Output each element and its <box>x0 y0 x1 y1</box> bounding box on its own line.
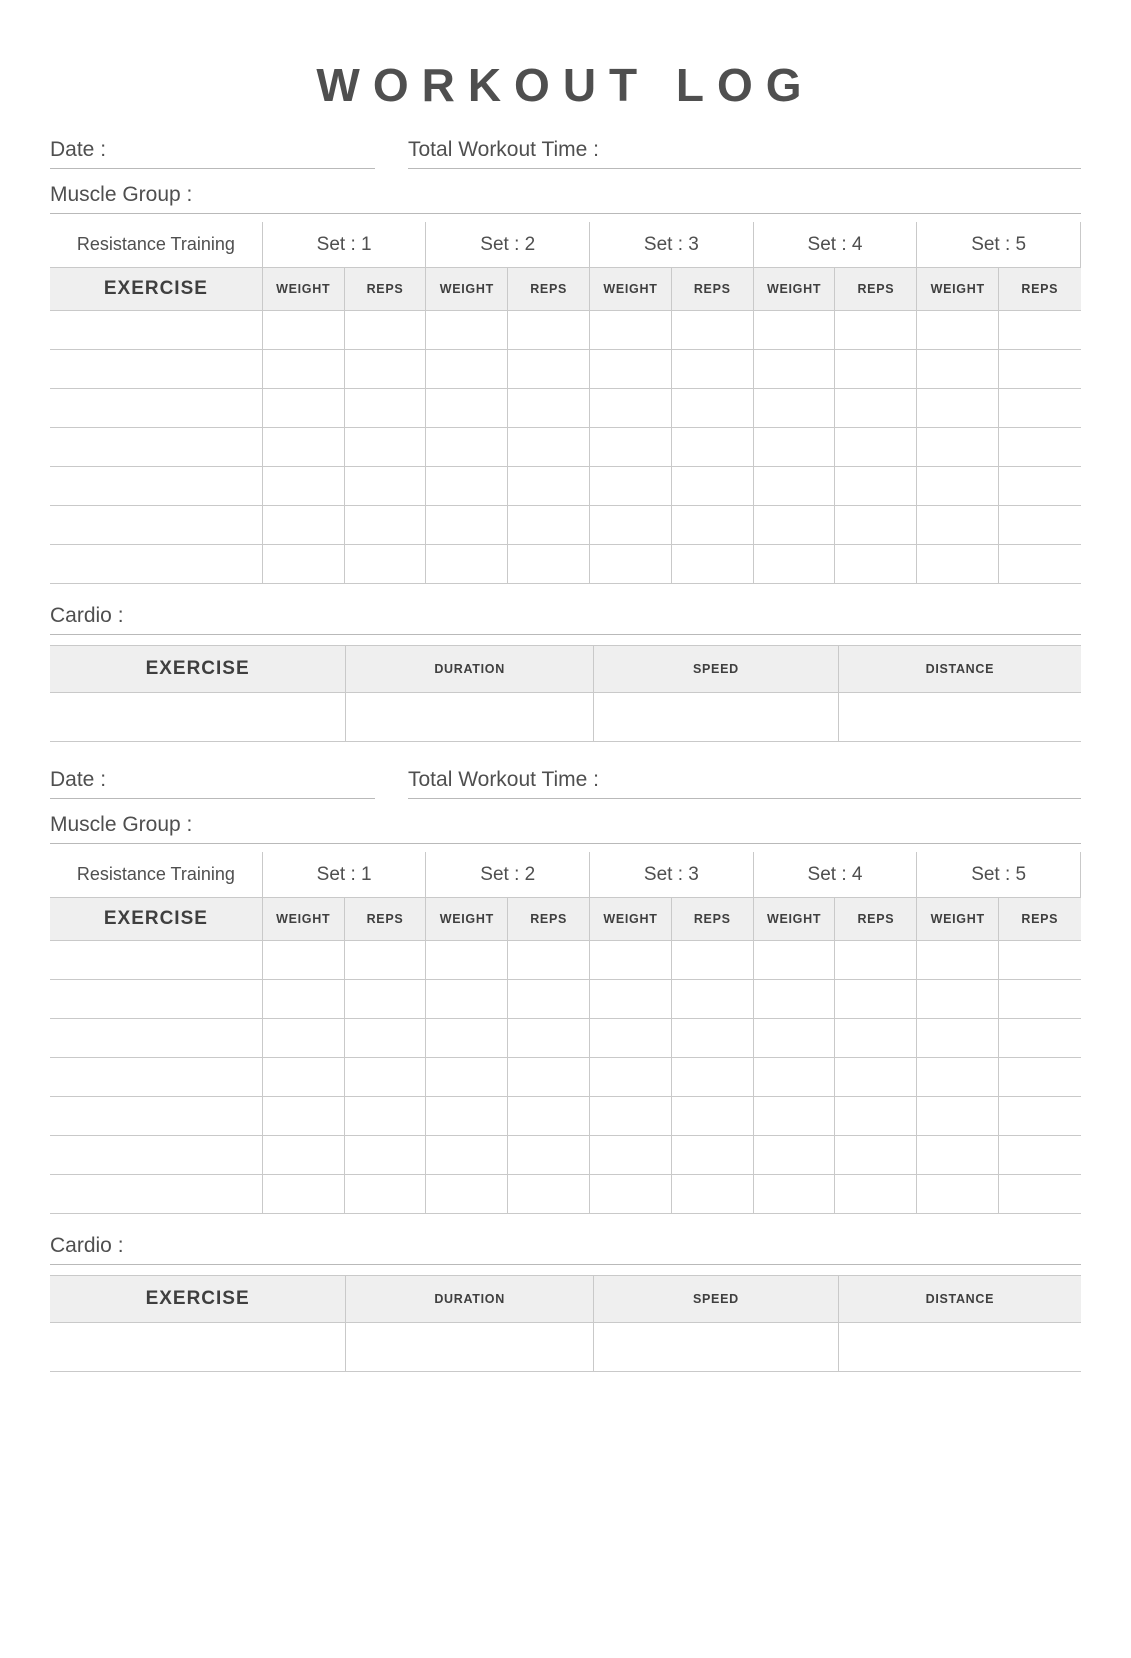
cardio-exercise-header: EXERCISE <box>50 646 346 693</box>
table-header-columns <box>50 268 1081 311</box>
reps-cell[interactable] <box>508 1058 590 1097</box>
reps-column-header-1: REPS <box>344 268 426 311</box>
weight-cell[interactable] <box>262 428 344 467</box>
reps-cell[interactable] <box>835 506 917 545</box>
weight-cell[interactable] <box>426 350 508 389</box>
reps-cell[interactable] <box>671 1019 753 1058</box>
set-header-5: Set : 5 <box>917 852 1081 898</box>
cardio-duration-cell[interactable] <box>346 1323 594 1372</box>
resistance-training-table-2 <box>50 852 1081 1214</box>
reps-cell[interactable] <box>671 1175 753 1214</box>
cardio-exercise-cell[interactable] <box>50 1323 346 1372</box>
reps-cell[interactable] <box>344 1175 426 1214</box>
reps-cell[interactable] <box>999 428 1081 467</box>
reps-column-header-3: REPS <box>671 898 753 941</box>
reps-cell[interactable] <box>508 1136 590 1175</box>
reps-cell[interactable] <box>344 428 426 467</box>
table-header-sets <box>50 852 1081 898</box>
set-header-4: Set : 4 <box>753 852 917 898</box>
resistance-training-body-1 <box>50 311 1081 584</box>
exercise-cell[interactable] <box>50 545 262 584</box>
cardio-exercise-header: EXERCISE <box>50 1276 346 1323</box>
reps-column-header-2: REPS <box>508 898 590 941</box>
reps-cell[interactable] <box>508 506 590 545</box>
weight-cell[interactable] <box>590 980 672 1019</box>
exercise-column-header: EXERCISE <box>50 898 262 941</box>
weight-cell[interactable] <box>753 1097 835 1136</box>
weight-cell[interactable] <box>917 389 999 428</box>
total-workout-time-label: Total Workout Time : <box>408 138 600 161</box>
reps-cell[interactable] <box>999 1136 1081 1175</box>
weight-cell[interactable] <box>426 1019 508 1058</box>
table-row[interactable] <box>50 1323 1081 1372</box>
weight-cell[interactable] <box>753 506 835 545</box>
weight-cell[interactable] <box>426 428 508 467</box>
reps-cell[interactable] <box>999 389 1081 428</box>
exercise-cell[interactable] <box>50 389 262 428</box>
weight-column-header-2: WEIGHT <box>426 268 508 311</box>
reps-cell[interactable] <box>508 1175 590 1214</box>
weight-cell[interactable] <box>590 1097 672 1136</box>
weight-column-header-5: WEIGHT <box>917 898 999 941</box>
total-workout-time-field-2[interactable] <box>408 768 1081 799</box>
reps-cell[interactable] <box>999 1175 1081 1214</box>
reps-column-header-2: REPS <box>508 268 590 311</box>
exercise-cell[interactable] <box>50 980 262 1019</box>
reps-cell[interactable] <box>671 467 753 506</box>
cardio-body-2 <box>50 1323 1081 1372</box>
weight-cell[interactable] <box>426 545 508 584</box>
resistance-training-label: Resistance Training <box>50 222 262 268</box>
reps-cell[interactable] <box>999 467 1081 506</box>
set-header-3: Set : 3 <box>590 852 754 898</box>
reps-cell[interactable] <box>835 1136 917 1175</box>
resistance-training-table-1 <box>50 222 1081 584</box>
weight-cell[interactable] <box>590 1136 672 1175</box>
set-header-4: Set : 4 <box>753 222 917 268</box>
table-row[interactable] <box>50 980 1081 1019</box>
reps-cell[interactable] <box>508 311 590 350</box>
table-row[interactable] <box>50 506 1081 545</box>
weight-cell[interactable] <box>262 1019 344 1058</box>
date-label: Date : <box>50 768 107 791</box>
weight-column-header-4: WEIGHT <box>753 898 835 941</box>
cardio-distance-cell[interactable] <box>838 1323 1081 1372</box>
reps-cell[interactable] <box>508 389 590 428</box>
date-field-1[interactable] <box>50 138 375 169</box>
reps-cell[interactable] <box>671 428 753 467</box>
reps-cell[interactable] <box>835 428 917 467</box>
meta-row-2 <box>50 768 1081 799</box>
date-field-2[interactable] <box>50 768 375 799</box>
exercise-cell[interactable] <box>50 1019 262 1058</box>
weight-cell[interactable] <box>426 389 508 428</box>
weight-cell[interactable] <box>590 1019 672 1058</box>
table-row[interactable] <box>50 1136 1081 1175</box>
workout-section-1 <box>50 138 1081 742</box>
reps-cell[interactable] <box>835 1097 917 1136</box>
reps-cell[interactable] <box>999 506 1081 545</box>
reps-cell[interactable] <box>999 1019 1081 1058</box>
muscle-group-field-2[interactable] <box>50 813 1081 844</box>
cardio-duration-header: DURATION <box>346 1276 594 1323</box>
weight-cell[interactable] <box>590 1175 672 1214</box>
reps-cell[interactable] <box>671 545 753 584</box>
reps-cell[interactable] <box>835 980 917 1019</box>
reps-column-header-3: REPS <box>671 268 753 311</box>
reps-cell[interactable] <box>835 467 917 506</box>
set-header-3: Set : 3 <box>590 222 754 268</box>
weight-cell[interactable] <box>262 311 344 350</box>
weight-cell[interactable] <box>590 311 672 350</box>
cardio-distance-header: DISTANCE <box>838 646 1081 693</box>
reps-cell[interactable] <box>835 311 917 350</box>
weight-cell[interactable] <box>917 311 999 350</box>
weight-cell[interactable] <box>590 428 672 467</box>
reps-cell[interactable] <box>508 1097 590 1136</box>
weight-cell[interactable] <box>590 545 672 584</box>
weight-cell[interactable] <box>753 941 835 980</box>
cardio-distance-header: DISTANCE <box>838 1276 1081 1323</box>
weight-cell[interactable] <box>753 545 835 584</box>
set-header-2: Set : 2 <box>426 222 590 268</box>
weight-cell[interactable] <box>590 941 672 980</box>
table-row[interactable] <box>50 693 1081 742</box>
weight-cell[interactable] <box>590 506 672 545</box>
reps-cell[interactable] <box>835 1058 917 1097</box>
cardio-label-2: Cardio : <box>50 1234 1081 1265</box>
weight-cell[interactable] <box>753 428 835 467</box>
table-header-sets <box>50 222 1081 268</box>
weight-cell[interactable] <box>917 545 999 584</box>
weight-cell[interactable] <box>917 1058 999 1097</box>
weight-cell[interactable] <box>917 467 999 506</box>
reps-cell[interactable] <box>344 1019 426 1058</box>
table-row[interactable] <box>50 941 1081 980</box>
reps-column-header-5: REPS <box>999 898 1081 941</box>
reps-column-header-4: REPS <box>835 898 917 941</box>
weight-cell[interactable] <box>426 1136 508 1175</box>
reps-cell[interactable] <box>999 1097 1081 1136</box>
weight-cell[interactable] <box>753 389 835 428</box>
exercise-column-header: EXERCISE <box>50 268 262 311</box>
cardio-exercise-cell[interactable] <box>50 693 346 742</box>
weight-cell[interactable] <box>917 941 999 980</box>
exercise-cell[interactable] <box>50 311 262 350</box>
reps-cell[interactable] <box>999 311 1081 350</box>
weight-cell[interactable] <box>426 980 508 1019</box>
weight-cell[interactable] <box>753 1136 835 1175</box>
exercise-cell[interactable] <box>50 941 262 980</box>
weight-cell[interactable] <box>262 1136 344 1175</box>
reps-cell[interactable] <box>508 1019 590 1058</box>
reps-cell[interactable] <box>344 941 426 980</box>
cardio-body-1 <box>50 693 1081 742</box>
reps-cell[interactable] <box>344 545 426 584</box>
weight-cell[interactable] <box>753 980 835 1019</box>
table-row[interactable] <box>50 311 1081 350</box>
reps-cell[interactable] <box>344 467 426 506</box>
cardio-table-2 <box>50 1275 1081 1372</box>
date-label: Date : <box>50 138 107 161</box>
weight-cell[interactable] <box>262 1175 344 1214</box>
reps-cell[interactable] <box>671 389 753 428</box>
reps-cell[interactable] <box>835 389 917 428</box>
weight-cell[interactable] <box>262 1058 344 1097</box>
reps-cell[interactable] <box>671 506 753 545</box>
table-header-columns <box>50 898 1081 941</box>
exercise-cell[interactable] <box>50 428 262 467</box>
weight-cell[interactable] <box>917 350 999 389</box>
reps-cell[interactable] <box>344 1097 426 1136</box>
weight-column-header-2: WEIGHT <box>426 898 508 941</box>
weight-cell[interactable] <box>262 389 344 428</box>
reps-cell[interactable] <box>508 941 590 980</box>
table-row[interactable] <box>50 1019 1081 1058</box>
reps-cell[interactable] <box>344 506 426 545</box>
reps-column-header-1: REPS <box>344 898 426 941</box>
reps-cell[interactable] <box>508 428 590 467</box>
cardio-header-row <box>50 1276 1081 1323</box>
table-row[interactable] <box>50 1175 1081 1214</box>
weight-cell[interactable] <box>917 980 999 1019</box>
reps-cell[interactable] <box>835 1175 917 1214</box>
weight-cell[interactable] <box>753 1058 835 1097</box>
weight-cell[interactable] <box>262 941 344 980</box>
reps-cell[interactable] <box>671 350 753 389</box>
cardio-duration-header: DURATION <box>346 646 594 693</box>
reps-cell[interactable] <box>671 1136 753 1175</box>
table-row[interactable] <box>50 428 1081 467</box>
table-row[interactable] <box>50 467 1081 506</box>
cardio-duration-cell[interactable] <box>346 693 594 742</box>
reps-cell[interactable] <box>344 1136 426 1175</box>
total-workout-time-field-1[interactable] <box>408 138 1081 169</box>
exercise-cell[interactable] <box>50 506 262 545</box>
cardio-speed-header: SPEED <box>594 1276 839 1323</box>
reps-cell[interactable] <box>344 980 426 1019</box>
reps-cell[interactable] <box>835 545 917 584</box>
reps-cell[interactable] <box>999 941 1081 980</box>
weight-cell[interactable] <box>753 350 835 389</box>
weight-cell[interactable] <box>426 311 508 350</box>
exercise-cell[interactable] <box>50 1136 262 1175</box>
muscle-group-field-1[interactable] <box>50 183 1081 214</box>
weight-column-header-4: WEIGHT <box>753 268 835 311</box>
set-header-5: Set : 5 <box>917 222 1081 268</box>
cardio-label-1: Cardio : <box>50 604 1081 635</box>
weight-cell[interactable] <box>426 1175 508 1214</box>
weight-cell[interactable] <box>262 350 344 389</box>
weight-column-header-1: WEIGHT <box>262 268 344 311</box>
weight-cell[interactable] <box>753 1019 835 1058</box>
table-row[interactable] <box>50 1058 1081 1097</box>
reps-cell[interactable] <box>999 545 1081 584</box>
cardio-header-row <box>50 646 1081 693</box>
cardio-table-1 <box>50 645 1081 742</box>
exercise-cell[interactable] <box>50 1058 262 1097</box>
set-header-1: Set : 1 <box>262 852 426 898</box>
muscle-group-label: Muscle Group : <box>50 183 193 206</box>
workout-section-2 <box>50 768 1081 1372</box>
exercise-cell[interactable] <box>50 467 262 506</box>
reps-cell[interactable] <box>671 980 753 1019</box>
weight-cell[interactable] <box>426 467 508 506</box>
weight-cell[interactable] <box>262 545 344 584</box>
weight-cell[interactable] <box>590 389 672 428</box>
exercise-cell[interactable] <box>50 1097 262 1136</box>
weight-cell[interactable] <box>262 1097 344 1136</box>
reps-cell[interactable] <box>835 350 917 389</box>
table-row[interactable] <box>50 545 1081 584</box>
cardio-speed-cell[interactable] <box>594 693 839 742</box>
weight-column-header-3: WEIGHT <box>590 268 672 311</box>
weight-cell[interactable] <box>917 506 999 545</box>
weight-cell[interactable] <box>590 1058 672 1097</box>
weight-cell[interactable] <box>917 1019 999 1058</box>
weight-cell[interactable] <box>262 506 344 545</box>
reps-cell[interactable] <box>344 311 426 350</box>
reps-cell[interactable] <box>344 350 426 389</box>
total-workout-time-label: Total Workout Time : <box>408 768 600 791</box>
weight-cell[interactable] <box>262 980 344 1019</box>
cardio-distance-cell[interactable] <box>838 693 1081 742</box>
reps-cell[interactable] <box>671 1097 753 1136</box>
reps-cell[interactable] <box>344 389 426 428</box>
set-header-2: Set : 2 <box>426 852 590 898</box>
weight-column-header-1: WEIGHT <box>262 898 344 941</box>
weight-cell[interactable] <box>426 1058 508 1097</box>
weight-column-header-3: WEIGHT <box>590 898 672 941</box>
reps-cell[interactable] <box>671 941 753 980</box>
reps-cell[interactable] <box>508 980 590 1019</box>
weight-cell[interactable] <box>917 1136 999 1175</box>
weight-cell[interactable] <box>590 467 672 506</box>
resistance-training-label: Resistance Training <box>50 852 262 898</box>
weight-column-header-5: WEIGHT <box>917 268 999 311</box>
reps-column-header-4: REPS <box>835 268 917 311</box>
reps-cell[interactable] <box>508 467 590 506</box>
weight-cell[interactable] <box>426 1097 508 1136</box>
weight-cell[interactable] <box>426 506 508 545</box>
reps-cell[interactable] <box>835 941 917 980</box>
resistance-training-body-2 <box>50 941 1081 1214</box>
reps-cell[interactable] <box>835 1019 917 1058</box>
reps-cell[interactable] <box>344 1058 426 1097</box>
table-row[interactable] <box>50 350 1081 389</box>
reps-cell[interactable] <box>671 1058 753 1097</box>
meta-row-1 <box>50 138 1081 169</box>
weight-cell[interactable] <box>753 467 835 506</box>
reps-cell[interactable] <box>999 350 1081 389</box>
reps-cell[interactable] <box>508 545 590 584</box>
weight-cell[interactable] <box>753 1175 835 1214</box>
weight-cell[interactable] <box>917 428 999 467</box>
cardio-speed-header: SPEED <box>594 646 839 693</box>
reps-cell[interactable] <box>999 980 1081 1019</box>
reps-cell[interactable] <box>671 311 753 350</box>
muscle-group-label: Muscle Group : <box>50 813 193 836</box>
table-row[interactable] <box>50 1097 1081 1136</box>
weight-cell[interactable] <box>590 350 672 389</box>
exercise-cell[interactable] <box>50 350 262 389</box>
weight-cell[interactable] <box>753 311 835 350</box>
reps-column-header-5: REPS <box>999 268 1081 311</box>
workout-log-page <box>0 58 1131 1658</box>
reps-cell[interactable] <box>999 1058 1081 1097</box>
table-row[interactable] <box>50 389 1081 428</box>
cardio-speed-cell[interactable] <box>594 1323 839 1372</box>
weight-cell[interactable] <box>917 1097 999 1136</box>
set-header-1: Set : 1 <box>262 222 426 268</box>
weight-cell[interactable] <box>917 1175 999 1214</box>
exercise-cell[interactable] <box>50 1175 262 1214</box>
reps-cell[interactable] <box>508 350 590 389</box>
weight-cell[interactable] <box>262 467 344 506</box>
page-title: WORKOUT LOG <box>316 59 815 111</box>
weight-cell[interactable] <box>426 941 508 980</box>
